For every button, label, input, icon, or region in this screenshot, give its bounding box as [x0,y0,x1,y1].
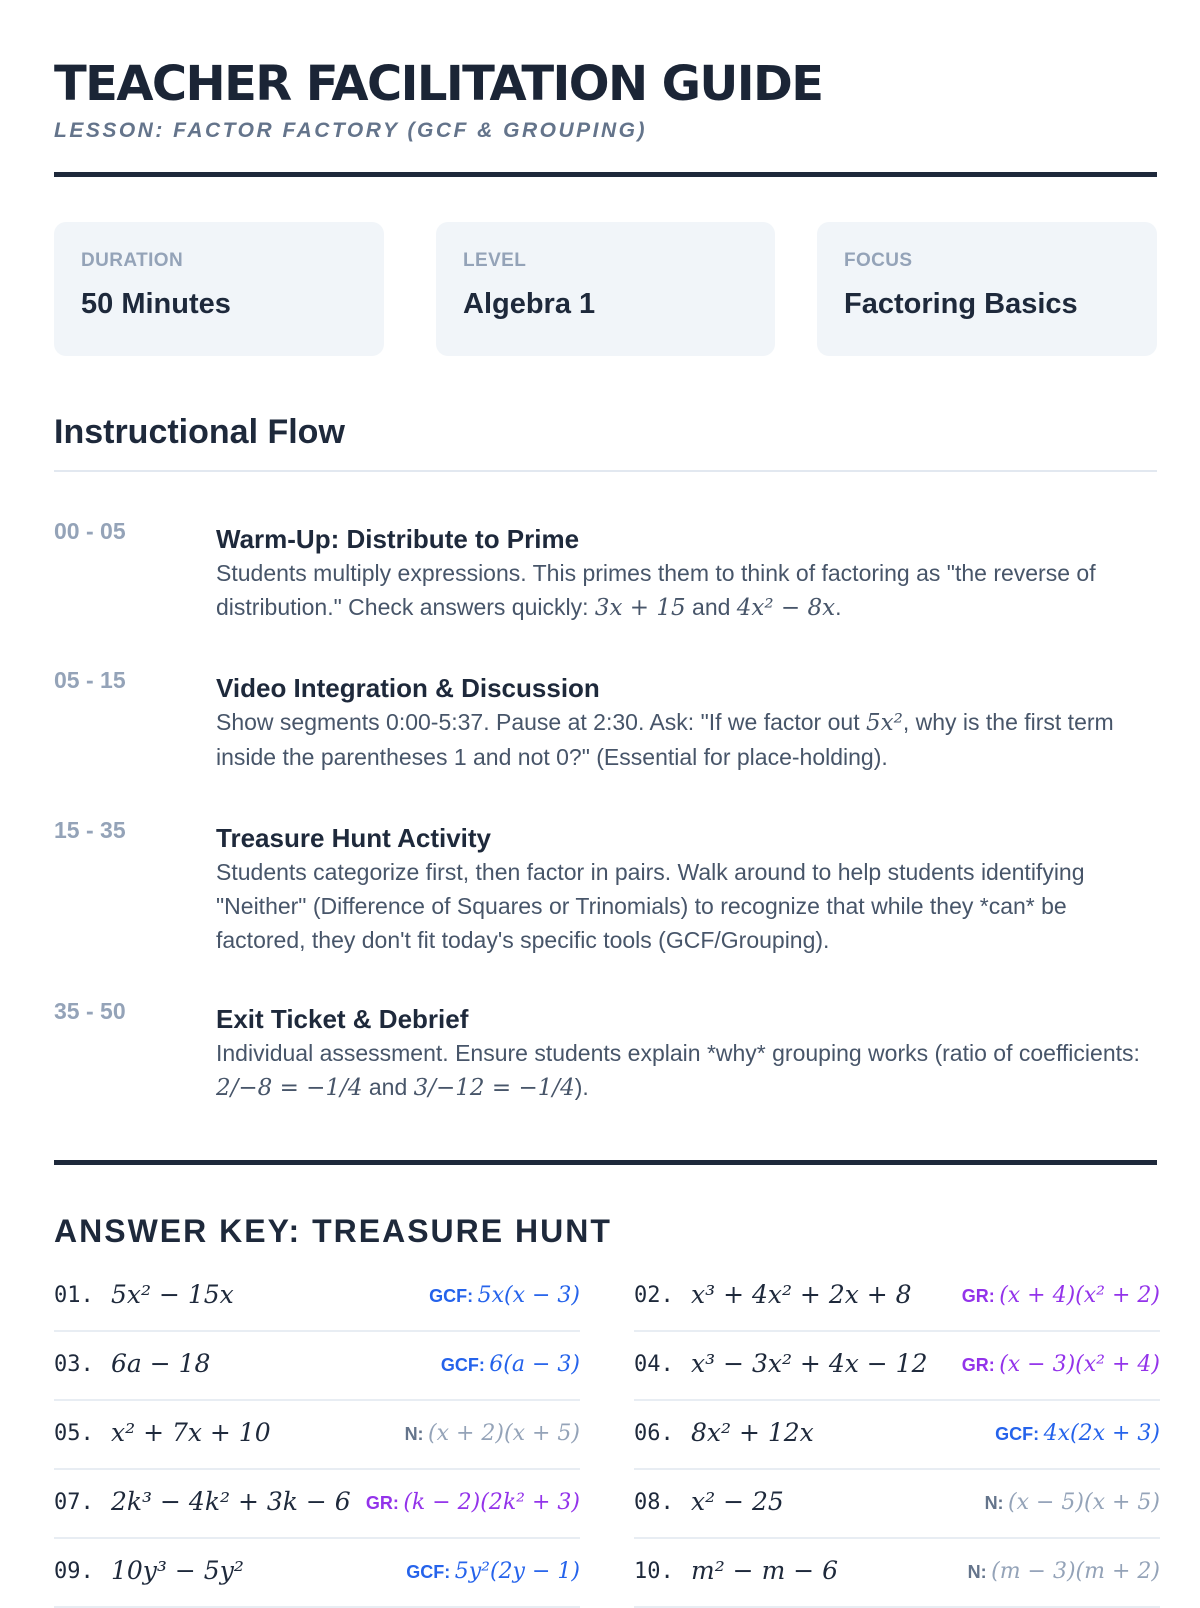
flow-body [216,667,1157,774]
section-title: Instructional Flow [54,413,345,451]
flow-body [216,518,1157,625]
answer-row [634,1399,1160,1470]
flow-time: 00 - 05 [54,518,126,544]
problem-number: 05. [54,1421,94,1446]
problem-number: 08. [634,1490,674,1515]
method-label: GCF: [429,1286,474,1306]
level-card [436,222,775,356]
factored-form: (x − 5)(x + 5) [1008,1490,1160,1515]
answer-solution [985,1490,1160,1515]
card-label: DURATION [81,250,184,271]
method-label: GR: [961,1286,995,1306]
flow-body [216,998,1157,1105]
problem-number: 03. [54,1352,94,1377]
answer-solution [968,1559,1160,1584]
answer-solution [406,1559,580,1584]
answer-solution [366,1490,580,1515]
answer-solution [995,1421,1160,1446]
flow-heading: Video Integration & Discussion [216,673,600,703]
flow-time: 05 - 15 [54,667,126,693]
method-label: N: [967,1562,987,1582]
flow-heading: Treasure Hunt Activity [216,823,492,853]
problem-number: 01. [54,1283,94,1308]
math-expression: 3/−12 = −1/4 [413,1075,575,1101]
problem-expression: x² − 25 [691,1487,784,1516]
focus-card [817,222,1157,356]
factored-form: 6(a − 3) [489,1352,580,1377]
method-label: N: [984,1493,1004,1513]
problem-number: 09. [54,1559,94,1584]
problem-expression: 2k³ − 4k² + 3k − 6 [111,1487,351,1516]
problem-expression: 5x² − 15x [111,1280,234,1309]
problem-expression: x² + 7x + 10 [111,1418,271,1447]
method-label: GCF: [995,1424,1040,1444]
method-label: GR: [961,1355,995,1375]
answer-key-divider [54,1160,1157,1165]
answer-solution [441,1352,580,1377]
math-expression: 3x + 15 [594,595,686,621]
problem-expression: 6a − 18 [111,1349,211,1378]
answer-row [54,1537,580,1608]
answer-row [634,1537,1160,1608]
method-label: GCF: [440,1355,485,1375]
method-label: GR: [365,1493,399,1513]
method-label: N: [404,1424,424,1444]
problem-number: 02. [634,1283,674,1308]
flow-time: 35 - 50 [54,998,126,1024]
factored-form: (x − 3)(x² + 4) [999,1352,1160,1377]
answer-row [54,1330,580,1401]
answer-solution [405,1421,580,1446]
card-value: 50 Minutes [81,288,231,320]
card-value: Factoring Basics [844,288,1078,320]
factored-form: 5y²(2y − 1) [454,1559,580,1584]
duration-card [54,222,384,356]
answer-row [634,1468,1160,1539]
flow-description: Students multiply expressions. This primes them to think of factoring as "the reverse of distribution." Check answers quickly: 3x + 15 and 4x² − 8x. [216,560,1096,621]
problem-number: 10. [634,1559,674,1584]
factored-form: (x + 2)(x + 5) [428,1421,580,1446]
problem-expression: m² − m − 6 [691,1556,839,1585]
factored-form: (x + 4)(x² + 2) [999,1283,1160,1308]
problem-expression: 10y³ − 5y² [111,1556,244,1585]
answer-row [54,1468,580,1539]
math-expression: 4x² − 8x [736,595,836,621]
answer-solution [962,1283,1160,1308]
factored-form: 4x(2x + 3) [1043,1421,1160,1446]
flow-heading: Exit Ticket & Debrief [216,1004,469,1034]
answer-key-title: ANSWER KEY: TREASURE HUNT [54,1213,612,1249]
problem-number: 06. [634,1421,674,1446]
answer-row [54,1261,580,1332]
flow-body [216,817,1157,957]
answer-solution [429,1283,580,1308]
page-title: TEACHER FACILITATION GUIDE [54,56,823,112]
card-value: Algebra 1 [463,288,596,320]
math-expression: 2/−8 = −1/4 [216,1075,363,1101]
problem-expression: 8x² + 12x [691,1418,814,1447]
math-expression: 5x² [865,710,903,736]
problem-number: 04. [634,1352,674,1377]
section-divider [54,470,1157,472]
answer-row [634,1330,1160,1401]
factored-form: (k − 2)(2k² + 3) [403,1490,580,1515]
method-label: GCF: [406,1562,451,1582]
answer-row [634,1261,1160,1332]
flow-description: Individual assessment. Ensure students explain *why* grouping works (ratio of coefficients: 2/−8 = −1/4 and 3/−12 = −1/4). [216,1040,1140,1101]
flow-time: 15 - 35 [54,817,126,843]
answer-row [54,1399,580,1470]
flow-heading: Warm-Up: Distribute to Prime [216,524,580,554]
problem-expression: x³ + 4x² + 2x + 8 [691,1280,912,1309]
header-divider [54,172,1157,177]
problem-expression: x³ − 3x² + 4x − 12 [691,1349,928,1378]
flow-description: Show segments 0:00-5:37. Pause at 2:30. Ask: "If we factor out 5x², why is the first term inside the parentheses 1 and not 0?" (Essential for place-holding). [216,709,1114,770]
factored-form: 5x(x − 3) [477,1283,580,1308]
answer-solution [962,1352,1160,1377]
problem-number: 07. [54,1490,94,1515]
card-label: LEVEL [463,250,527,271]
lesson-subtitle: LESSON: FACTOR FACTORY (GCF & GROUPING) [54,119,647,142]
card-label: FOCUS [844,250,913,271]
flow-description: Students categorize first, then factor in pairs. Walk around to help students identifying "Neither" (Difference of Squares or Trinomials) to recognize that while they *can* be factored, they don't fit today's specific tools (GCF/Grouping). [216,859,1085,953]
factored-form: (m − 3)(m + 2) [991,1559,1160,1584]
